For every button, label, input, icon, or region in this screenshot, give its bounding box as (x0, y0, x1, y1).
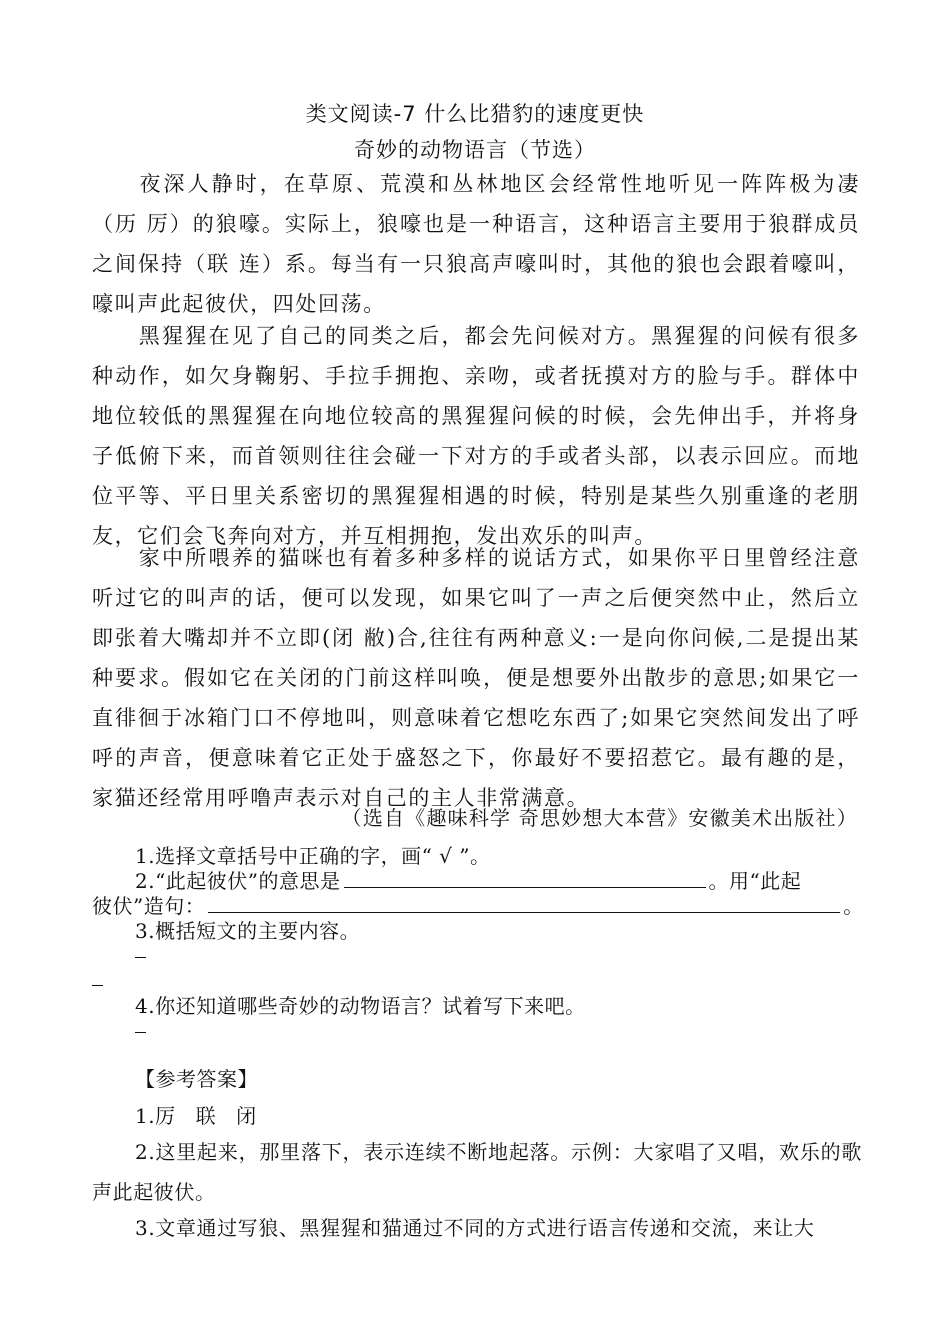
paragraph-text: 夜深人静时，在草原、荒漠和丛林地区会经常性地听见一阵阵极为凄（历 厉）的狼嚎。实际上，狼嚎也是一种语言，这种语言主要用于狼群成员之间保持（联 连）系。每当有一只狼高声嚎叫时，其他的狼也会跟着嚎叫，嚎叫声此起彼伏，四处回荡。 (92, 172, 860, 316)
answer-3-text: 3.文章通过写狼、黑猩猩和猫通过不同的方式进行语言传递和交流，来让大 (135, 1216, 815, 1240)
paragraph-text: 家中所喂养的猫咪也有着多种多样的说话方式，如果你平日里曾经注意听过它的叫声的话，便可以发现，如果它叫了一声之后便突然中止，然后立即张着大嘴却并不立即(闭 敝)合,往往有两种意义:一是向你问候,二是提出某种要求。假如它在关闭的门前这样叫唤，便是想要外出散步的意思;如果它一直徘徊于冰箱门口不停地叫，则意味着它想吃东西了;如果它突然间发出了呼呼的声音，便意味着它正处于盛怒之下，你最好不要招惹它。最有趣的是，家猫还经常用呼噜声表示对自己的主人非常满意。 (92, 546, 860, 810)
answer-line-stub (92, 985, 103, 986)
page-title: 类文阅读-7 什么比猎豹的速度更快 (305, 102, 645, 126)
question-3: 3.概括短文的主要内容。 (135, 919, 361, 943)
paragraph-wolves (92, 164, 860, 324)
paragraph-chimpanzees (92, 316, 860, 556)
answer-blank-sentence[interactable] (208, 892, 840, 913)
question-2-prompt-cont: 。用“此起 (708, 869, 802, 893)
article-title: 奇妙的动物语言（节选） (354, 138, 596, 162)
answer-1-word: 闭 (236, 1104, 257, 1128)
question-4: 4.你还知道哪些奇妙的动物语言？试着写下来吧。 (135, 994, 586, 1018)
answer-key-heading: 【参考答案】 (135, 1067, 258, 1091)
answer-1 (135, 1100, 257, 1129)
answer-2-text: 2.这里起来，那里落下，表示连续不断地起落。示例：大家唱了又唱，欢乐的歌声此起彼伏。 (92, 1140, 862, 1204)
answer-line-stub (135, 1032, 146, 1033)
answer-1-word: 联 (195, 1104, 217, 1128)
answer-blank-meaning[interactable] (344, 867, 706, 888)
answer-1-word: 1.厉 (135, 1104, 176, 1128)
answer-3 (92, 1208, 862, 1248)
question-2-prompt: 2.“此起彼伏”的意思是 (135, 869, 341, 893)
answer-2 (92, 1132, 862, 1212)
question-2-end: 。 (843, 894, 864, 918)
paragraph-cats (92, 538, 860, 818)
source-citation: （选自《趣味科学 奇思妙想大本营》安徽美术出版社） (341, 806, 858, 830)
answer-line-stub (135, 957, 146, 958)
question-2-sentence-label: 彼伏”造句： (92, 894, 206, 918)
question-1: 1.选择文章括号中正确的字，画“ √ ”。 (135, 844, 491, 868)
paragraph-text: 黑猩猩在见了自己的同类之后，都会先问候对方。黑猩猩的问候有很多种动作，如欠身鞠躬、手拉手拥抱、亲吻，或者抚摸对方的脸与手。群体中地位较低的黑猩猩在向地位较高的黑猩猩问候的时候，会先伸出手，并将身子低俯下来，而首领则往往会碰一下对方的手或者头部，以表示回应。而地位平等、平日里关系密切的黑猩猩相遇的时候，特别是某些久别重逢的老朋友，它们会飞奔向对方，并互相拥抱，发出欢乐的叫声。 (92, 324, 860, 548)
